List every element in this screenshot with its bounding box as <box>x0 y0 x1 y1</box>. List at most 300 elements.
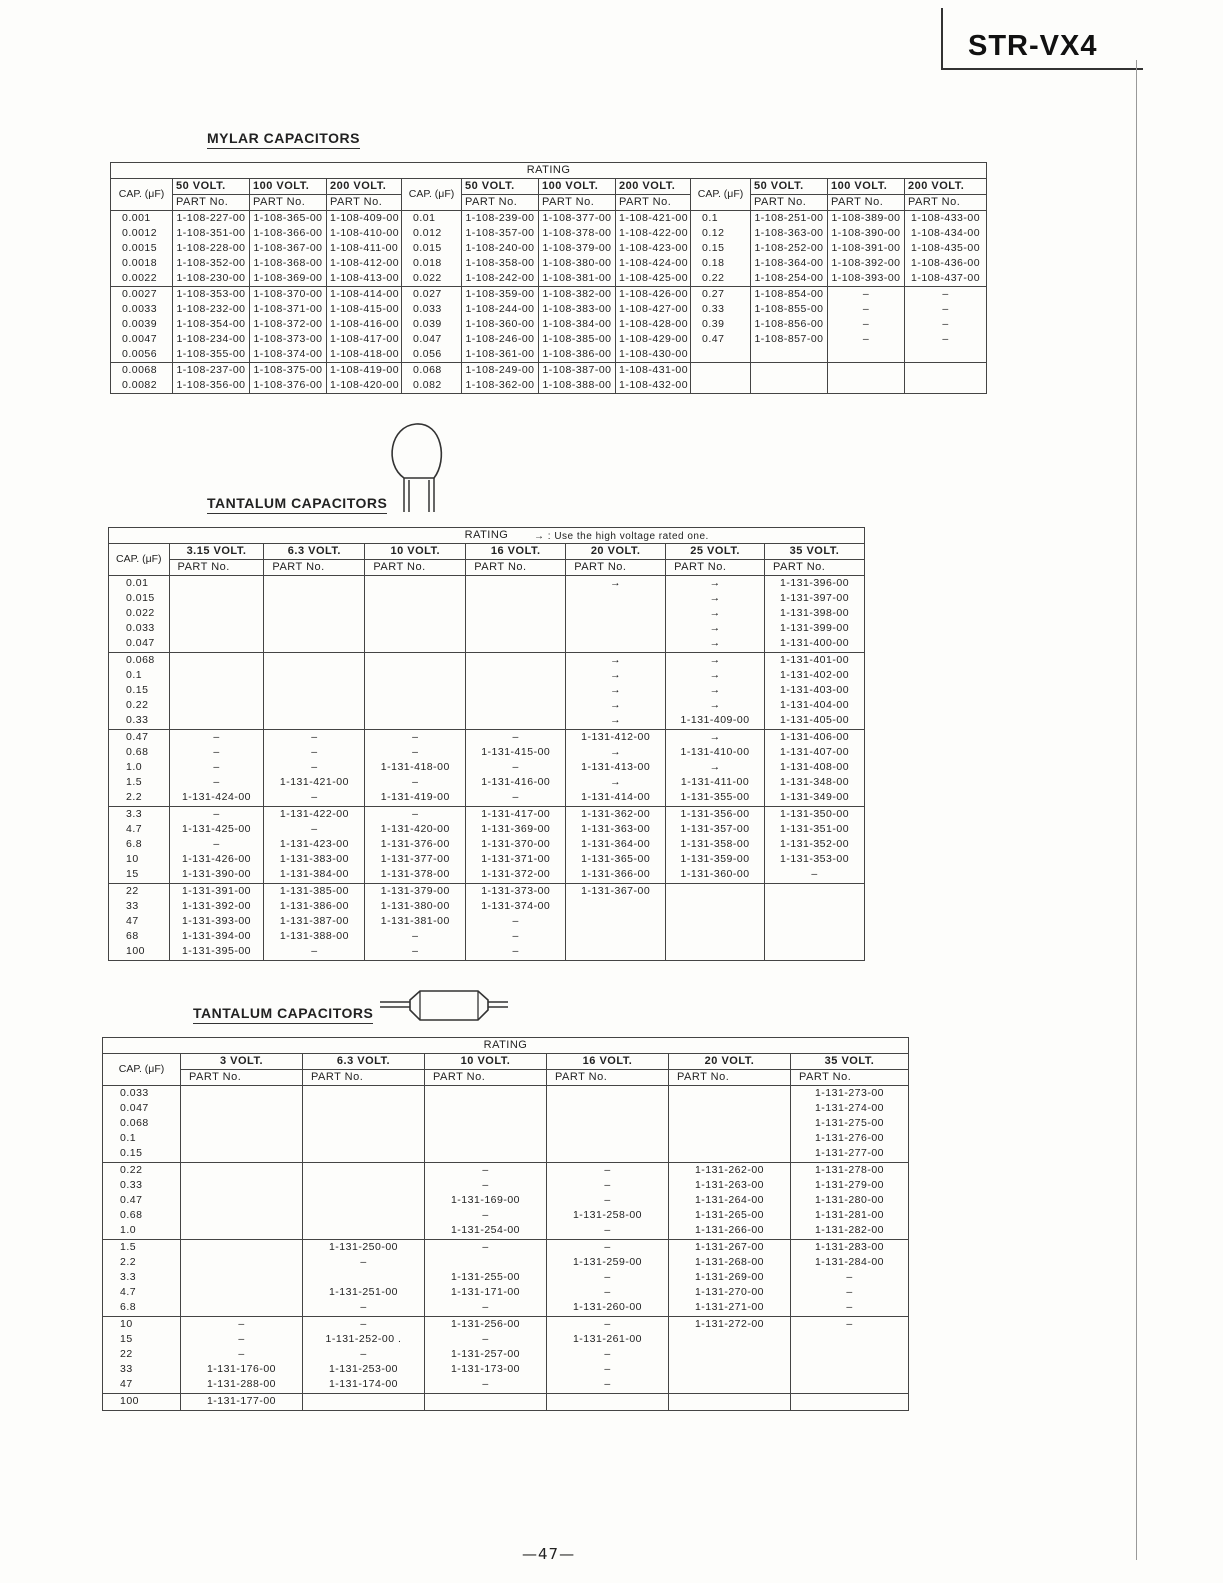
part-number: 1-131-264-00 <box>694 1194 765 1206</box>
part-no-header <box>466 560 566 576</box>
part-number: 1-131-254-00 <box>450 1224 521 1236</box>
part-no-label: PART No. <box>677 1071 730 1083</box>
part-number: 1-108-392-00 <box>831 257 901 269</box>
part-number: 1-131-394-00 <box>181 930 251 942</box>
part-number: 1-131-278-00 <box>814 1164 885 1176</box>
part-number: – <box>360 1318 367 1330</box>
part-number: 1-108-369-00 <box>253 272 323 284</box>
rating-label: RATING <box>483 1039 528 1051</box>
cap-value: 0.068 <box>126 654 155 666</box>
part-number: 1-108-416-00 <box>330 318 400 330</box>
part-number-cell <box>425 1240 547 1317</box>
part-no-label: PART No. <box>831 196 884 208</box>
part-number: – <box>512 915 519 927</box>
cap-value-cell <box>103 1317 181 1394</box>
tantalum-heading-2: TANTALUM CAPACITORS <box>193 1005 373 1024</box>
part-number: 1-131-418-00 <box>380 761 450 773</box>
part-number: 1-131-396-00 <box>779 577 850 589</box>
part-number-cell <box>791 1240 909 1317</box>
part-number-cell <box>566 807 666 884</box>
part-number: – <box>604 1241 611 1253</box>
part-number <box>306 1270 421 1285</box>
part-number-cell <box>173 363 250 394</box>
tantalum-table-1 <box>108 527 865 961</box>
part-number: 1-131-353-00 <box>779 853 850 865</box>
part-number: 1-131-272-00 <box>694 1318 765 1330</box>
volt-label: 20 VOLT. <box>704 1055 755 1067</box>
part-number: 1-108-371-00 <box>253 303 323 315</box>
part-number: 1-108-378-00 <box>542 227 612 239</box>
cap-value-cell <box>103 1163 181 1240</box>
part-no-header <box>539 195 616 211</box>
part-number: – <box>213 776 220 788</box>
page-edge <box>1136 60 1137 1560</box>
part-number: 1-131-406-00 <box>779 731 850 743</box>
part-number: 1-131-410-00 <box>680 746 750 758</box>
part-number-cell <box>264 653 365 730</box>
part-number-cell <box>765 884 865 961</box>
cap-value: 4.7 <box>120 1286 137 1298</box>
part-number: – <box>482 1209 489 1221</box>
part-number: – <box>846 1286 853 1298</box>
cap-value: 0.022 <box>126 607 155 619</box>
part-number: 1-108-352-00 <box>176 257 246 269</box>
arrow-indicator: → <box>709 669 721 681</box>
part-number: 1-131-362-00 <box>581 808 651 820</box>
part-number: 1-131-417-00 <box>481 808 551 820</box>
cap-value: 0.056 <box>413 348 442 360</box>
cap-value: 0.01 <box>413 212 436 224</box>
part-number: 1-131-390-00 <box>181 868 251 880</box>
cap-value: 0.15 <box>120 1147 143 1159</box>
part-number-cell <box>181 1240 303 1317</box>
part-number: 1-131-387-00 <box>279 915 349 927</box>
part-number: 1-131-400-00 <box>779 637 850 649</box>
part-no-label: PART No. <box>555 1071 608 1083</box>
cap-value: 0.033 <box>120 1087 149 1099</box>
cap-value: 33 <box>120 1363 133 1375</box>
cap-value-cell <box>103 1240 181 1317</box>
cap-value-cell <box>111 287 173 363</box>
cap-value: 0.0047 <box>122 333 158 345</box>
part-number: 1-108-391-00 <box>831 242 901 254</box>
part-number-cell <box>791 1394 909 1411</box>
arrow-indicator: → <box>709 622 721 634</box>
part-number-cell <box>365 884 466 961</box>
part-number: 1-131-359-00 <box>680 853 750 865</box>
part-number: 1-131-380-00 <box>380 900 450 912</box>
part-number: 1-131-259-00 <box>572 1256 643 1268</box>
arrow-indicator: → <box>610 684 622 696</box>
part-number-cell <box>765 807 865 884</box>
part-number: 1-131-404-00 <box>779 699 850 711</box>
volt-label: 100 VOLT. <box>831 180 888 192</box>
cap-value: 0.68 <box>120 1209 143 1221</box>
part-number: 1-131-415-00 <box>481 746 551 758</box>
cap-value-cell <box>109 807 170 884</box>
part-number: 1-108-387-00 <box>542 364 612 376</box>
cap-value: 0.27 <box>702 288 725 300</box>
cap-value: 0.1 <box>120 1132 137 1144</box>
cap-value: 0.47 <box>120 1194 143 1206</box>
volt-label: 25 VOLT. <box>690 545 740 557</box>
part-no-label: PART No. <box>619 196 672 208</box>
part-number: – <box>604 1194 611 1206</box>
cap-value: 0.033 <box>126 622 155 634</box>
part-number-cell <box>327 211 402 287</box>
part-number: – <box>482 1333 489 1345</box>
cap-header <box>111 179 173 211</box>
part-number: 1-108-249-00 <box>465 364 535 376</box>
cap-value: 0.0015 <box>122 242 158 254</box>
part-number: 1-131-256-00 <box>450 1318 521 1330</box>
part-number: – <box>360 1256 367 1268</box>
arrow-indicator: → <box>709 592 721 604</box>
volt-header <box>539 179 616 195</box>
data-group-row <box>109 807 865 884</box>
volt-header <box>616 179 691 195</box>
part-number: 1-131-352-00 <box>779 838 850 850</box>
part-number: – <box>412 808 419 820</box>
part-number: 1-108-437-00 <box>911 272 981 284</box>
cap-value: 0.0027 <box>122 288 158 300</box>
cap-value: 0.18 <box>702 257 725 269</box>
data-group-row <box>103 1163 909 1240</box>
partno-row <box>109 560 865 576</box>
part-number: 1-108-423-00 <box>619 242 689 254</box>
cap-value: 10 <box>120 1318 133 1330</box>
part-number: – <box>311 761 318 773</box>
part-number: – <box>512 731 519 743</box>
part-number: – <box>862 333 870 345</box>
part-number: 1-108-383-00 <box>542 303 612 315</box>
part-number: 1-131-355-00 <box>680 791 750 803</box>
cap-unit-label: CAP. (μF) <box>697 188 744 200</box>
part-no-label: PART No. <box>574 561 627 573</box>
part-number: 1-108-855-00 <box>754 303 824 315</box>
part-number-cell <box>791 1317 909 1394</box>
cap-value-cell <box>402 211 462 287</box>
part-no-header <box>547 1070 669 1086</box>
part-no-label: PART No. <box>773 561 826 573</box>
cap-value: 22 <box>126 885 139 897</box>
data-group-row <box>109 884 865 961</box>
part-no-header <box>566 560 666 576</box>
volt-row <box>103 1054 909 1070</box>
part-no-label: PART No. <box>373 561 426 573</box>
part-number: – <box>213 838 220 850</box>
part-number: 1-108-410-00 <box>330 227 400 239</box>
part-number: – <box>482 1164 489 1176</box>
volt-header <box>327 179 402 195</box>
cap-value: 2.2 <box>120 1256 137 1268</box>
part-number: – <box>604 1164 611 1176</box>
mylar-heading: MYLAR CAPACITORS <box>207 130 360 149</box>
part-number: 1-131-378-00 <box>380 868 450 880</box>
part-number: 1-131-356-00 <box>680 808 750 820</box>
part-number-cell <box>669 1163 791 1240</box>
volt-header <box>173 179 250 195</box>
cap-value: 0.33 <box>702 303 725 315</box>
part-number-cell <box>751 363 828 394</box>
cap-value: 0.047 <box>126 637 155 649</box>
part-no-header <box>828 195 905 211</box>
part-number: 1-131-403-00 <box>779 684 850 696</box>
part-number: – <box>604 1348 611 1360</box>
part-number: – <box>238 1348 245 1360</box>
part-number: 1-131-267-00 <box>694 1241 765 1253</box>
part-number: 1-108-239-00 <box>465 212 535 224</box>
part-number-cell <box>751 211 828 287</box>
cap-value-cell <box>111 363 173 394</box>
part-number-cell <box>462 211 539 287</box>
volt-header <box>250 179 327 195</box>
part-number-cell <box>264 807 365 884</box>
part-number: – <box>213 761 220 773</box>
part-number: 1-131-280-00 <box>814 1194 885 1206</box>
cap-value: 0.68 <box>126 746 149 758</box>
cap-value-cell <box>402 287 462 363</box>
part-number: 1-108-252-00 <box>754 242 824 254</box>
part-number: 1-108-359-00 <box>465 288 535 300</box>
cap-value: 0.0082 <box>122 379 158 391</box>
part-number-cell <box>425 1394 547 1411</box>
part-number: 1-131-268-00 <box>694 1256 765 1268</box>
part-no-label: PART No. <box>674 561 727 573</box>
data-group-row <box>111 287 987 363</box>
part-number-cell <box>303 1240 425 1317</box>
volt-label: 10 VOLT. <box>390 545 441 557</box>
part-no-label: PART No. <box>177 561 230 573</box>
part-number: – <box>846 1318 853 1330</box>
part-number: 1-131-360-00 <box>680 868 750 880</box>
tantalum-heading-1: TANTALUM CAPACITORS <box>207 495 387 514</box>
part-number-cell <box>250 211 327 287</box>
part-number-cell <box>765 653 865 730</box>
cap-value: 0.47 <box>702 333 725 345</box>
part-number: 1-108-228-00 <box>176 242 246 254</box>
part-number: 1-131-266-00 <box>694 1224 765 1236</box>
cap-value: 0.12 <box>702 227 725 239</box>
volt-header <box>669 1054 791 1070</box>
volt-header <box>765 544 865 560</box>
part-number: – <box>311 823 318 835</box>
arrow-indicator: → <box>709 654 721 666</box>
cap-value: 0.015 <box>413 242 442 254</box>
part-no-header <box>169 560 264 576</box>
model-title: STR-VX4 <box>968 30 1098 62</box>
volt-label: 200 VOLT. <box>619 180 676 192</box>
part-number-cell <box>181 1163 303 1240</box>
cap-value: 0.1 <box>126 669 143 681</box>
part-number: 1-108-374-00 <box>253 348 323 360</box>
part-number: – <box>238 1318 245 1330</box>
cap-value: 0.0033 <box>122 303 158 315</box>
cap-value: 47 <box>120 1378 133 1390</box>
part-no-header <box>462 195 539 211</box>
part-number: 1-131-273-00 <box>814 1087 885 1099</box>
arrow-indicator: → <box>610 654 622 666</box>
part-number: – <box>213 808 220 820</box>
part-number: – <box>311 945 318 957</box>
part-number: 1-131-364-00 <box>581 838 651 850</box>
data-group-row <box>111 363 987 394</box>
partno-row <box>111 195 987 211</box>
cap-value-cell <box>109 730 170 807</box>
part-number-cell <box>365 576 466 653</box>
cap-value: 6.8 <box>126 838 143 850</box>
part-number-cell <box>250 363 327 394</box>
cap-unit-label: CAP. (μF) <box>118 188 165 200</box>
part-number: 1-108-373-00 <box>253 333 323 345</box>
part-number: 1-131-405-00 <box>779 714 850 726</box>
cap-value: 0.068 <box>413 364 442 376</box>
part-number: 1-108-364-00 <box>754 257 824 269</box>
volt-label: 200 VOLT. <box>330 180 387 192</box>
part-number: 1-131-173-00 <box>450 1363 521 1375</box>
part-number: 1-131-395-00 <box>181 945 251 957</box>
part-number-cell <box>566 653 666 730</box>
part-number: 1-108-357-00 <box>465 227 535 239</box>
part-number: 1-131-373-00 <box>481 885 551 897</box>
part-number: 1-131-365-00 <box>581 853 651 865</box>
arrow-indicator: → <box>610 577 622 589</box>
cap-value: 0.0056 <box>122 348 158 360</box>
part-number: 1-108-377-00 <box>542 212 612 224</box>
volt-label: 3.15 VOLT. <box>186 545 247 557</box>
part-number-cell <box>466 653 566 730</box>
part-no-label: PART No. <box>433 1071 486 1083</box>
part-number-cell <box>828 211 905 287</box>
part-number: 1-108-409-00 <box>330 212 400 224</box>
part-number: 1-131-399-00 <box>779 622 850 634</box>
part-number: 1-108-386-00 <box>542 348 612 360</box>
part-no-label: PART No. <box>542 196 595 208</box>
part-number: 1-108-384-00 <box>542 318 612 330</box>
part-number: – <box>482 1378 489 1390</box>
volt-label: 35 VOLT. <box>789 545 840 557</box>
part-number: – <box>512 761 519 773</box>
part-number: 1-131-424-00 <box>181 791 251 803</box>
part-number: 1-108-432-00 <box>619 379 689 391</box>
arrow-indicator: → <box>709 637 721 649</box>
volt-label: 50 VOLT. <box>176 180 226 192</box>
rating-cell <box>111 163 987 179</box>
part-no-header <box>173 195 250 211</box>
cap-value-cell <box>109 884 170 961</box>
part-number: 1-108-240-00 <box>465 242 535 254</box>
part-number: 1-131-257-00 <box>450 1348 521 1360</box>
part-number: – <box>311 791 318 803</box>
part-number: 1-131-392-00 <box>181 900 251 912</box>
part-number: 1-131-253-00 <box>328 1363 399 1375</box>
part-number-cell <box>765 576 865 653</box>
cap-header <box>402 179 462 211</box>
part-number-cell <box>365 807 466 884</box>
part-number: 1-108-414-00 <box>330 288 400 300</box>
part-number-cell <box>466 730 566 807</box>
part-number: 1-131-397-00 <box>779 592 850 604</box>
data-group-row <box>103 1394 909 1411</box>
cap-value: 1.5 <box>126 776 143 788</box>
voltage-note: → : Use the high voltage rated one. <box>534 531 709 542</box>
part-number: 1-131-276-00 <box>814 1132 885 1144</box>
part-number: 1-108-232-00 <box>176 303 246 315</box>
part-number-cell <box>566 576 666 653</box>
data-group-row <box>103 1317 909 1394</box>
part-number: – <box>482 1301 489 1313</box>
volt-header <box>791 1054 909 1070</box>
cap-value: 3.3 <box>126 808 143 820</box>
volt-header <box>466 544 566 560</box>
part-number: 1-108-358-00 <box>465 257 535 269</box>
part-number: 1-108-411-00 <box>330 242 399 254</box>
part-number: – <box>412 945 419 957</box>
part-number: 1-108-254-00 <box>754 272 824 284</box>
part-number: – <box>604 1318 611 1330</box>
part-number-cell <box>828 363 905 394</box>
part-number-cell <box>425 1317 547 1394</box>
part-number: – <box>604 1363 611 1375</box>
part-number: 1-108-354-00 <box>176 318 246 330</box>
cap-value: 0.47 <box>126 731 149 743</box>
tantalum-table-2 <box>102 1037 909 1411</box>
part-number: 1-108-356-00 <box>176 379 246 391</box>
part-number: 1-108-246-00 <box>465 333 535 345</box>
part-number: 1-131-251-00 <box>328 1286 399 1298</box>
cap-value: 0.15 <box>702 242 725 254</box>
part-number-cell <box>181 1394 303 1411</box>
part-number: 1-108-230-00 <box>176 272 246 284</box>
cap-value: 0.068 <box>120 1117 149 1129</box>
cap-value: 0.047 <box>413 333 442 345</box>
part-number-cell <box>264 884 365 961</box>
part-number: 1-131-367-00 <box>581 885 651 897</box>
cap-value: 6.8 <box>120 1301 137 1313</box>
part-number: 1-131-177-00 <box>206 1395 277 1407</box>
cap-value: 0.0018 <box>122 257 158 269</box>
part-no-header <box>905 195 987 211</box>
part-number: – <box>213 746 220 758</box>
volt-label: 100 VOLT. <box>253 180 310 192</box>
part-number-cell <box>250 287 327 363</box>
part-number: 1-131-171-00 <box>450 1286 521 1298</box>
cap-header <box>691 179 751 211</box>
part-number-cell <box>303 1163 425 1240</box>
part-number: 1-108-854-00 <box>754 288 824 300</box>
part-number: – <box>846 1271 853 1283</box>
part-number: 1-131-425-00 <box>181 823 251 835</box>
volt-header <box>547 1054 669 1070</box>
part-number-cell <box>539 363 616 394</box>
part-number: 1-131-370-00 <box>481 838 551 850</box>
cap-value: 0.15 <box>126 684 149 696</box>
cap-value: 0.33 <box>120 1179 143 1191</box>
cap-value: 1.5 <box>120 1241 137 1253</box>
part-number: 1-108-380-00 <box>542 257 612 269</box>
part-number: 1-131-411-00 <box>680 776 750 788</box>
volt-label: 6.3 VOLT. <box>287 545 341 557</box>
arrow-indicator: → <box>709 761 721 773</box>
rating-row <box>109 528 865 544</box>
part-number: 1-131-369-00 <box>481 823 551 835</box>
part-number: 1-131-379-00 <box>380 885 450 897</box>
part-number: 1-108-856-00 <box>754 318 824 330</box>
cap-value: 47 <box>126 915 139 927</box>
part-number: 1-131-374-00 <box>481 900 551 912</box>
part-number: 1-131-385-00 <box>279 885 349 897</box>
part-number: 1-108-389-00 <box>831 212 901 224</box>
